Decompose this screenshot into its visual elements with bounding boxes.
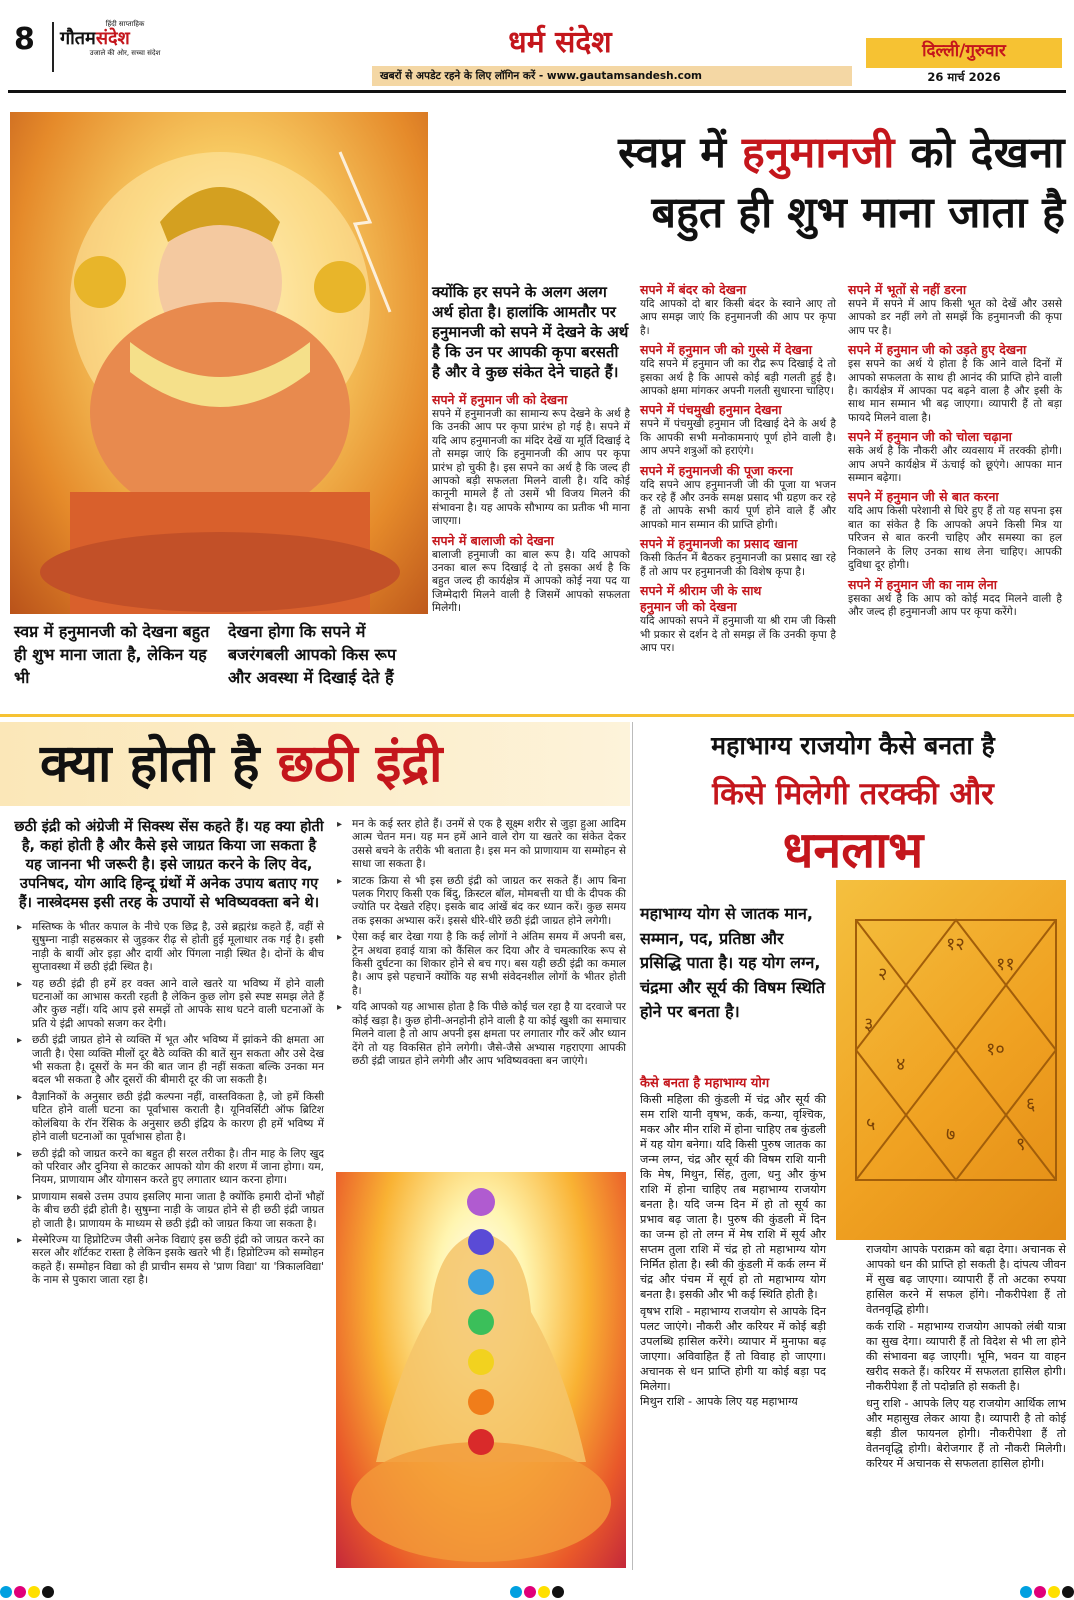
hanuman-image [10,112,428,614]
print-registration-marks [0,1586,1074,1600]
chakra-image [336,1172,626,1568]
kundli-house-number: ७ [946,1124,956,1145]
chakra-illustration [336,1172,626,1568]
kundli-chart [836,880,1066,1240]
kundli-house-number: ४ [896,1054,906,1075]
column-divider [632,722,633,1570]
rajyog-headline-2: धनलाभ [782,821,924,879]
hanuman-caption-right: देखना होगा कि सपने में बजरंगबली आपको किस रूप और अवस्था में दिखाई देते हैं [228,622,397,687]
kundli-house-number: ११ [996,954,1015,975]
edition: दिल्ली/गुरुवार [922,41,1006,61]
kundli-house-number: १२ [946,934,965,955]
header-divider [52,22,54,72]
hanuman-caption-left: स्वप्न में हनुमानजी को देखना बहुत ही शुभ माना जाता है, लेकिन यह भी [14,622,210,687]
kundli-house-number: १० [986,1039,1005,1060]
masthead-logo: हिंदी साप्ताहिक गौतमसंदेश उजाले की ओर, सच्चा संदेश [60,20,161,57]
rajyog-col-1: कैसे बनता है महाभाग्य योग किसी महिला की कुंडली में चंद्र और सूर्य की सम राशि यानी वृषभ, कर्क, कन्या, वृश्चिक, मकर और मीन राशि में होना चाहिए तब कुंडली में यह योग बनेगा। यदि किसी पुरुष जातक का जन्म लग्न, चंद्र और सूर्य की विषम राशि यानी कि मेष, मिथुन, सिंह, तुला, धनु और कुंभ राशि में होना चाहिए तब महाभाग्य राजयोग बनता है। यदि जन्म दिन में हो तो सूर्य का प्रभाव बढ़ जाता है। पुरुष की कुंडली में दिन का जन्म हो तो लग्न में मेष राशि में सूर्य और सप्तम तुला राशि में चंद्र हो तो महाभाग्य योग निर्मित होता है। स्त्री की कुंडली में कर्क लग्न में चंद्र और पंचम में सूर्य हो तो महाभाग्य योग बनता है। इसकी और भी कई स्थिति होती है। वृषभ राशि - महाभाग्य राजयोग से आपके दिन पलट जाएंगे। नौकरी और करियर में कोई बड़ी उपलब्धि हासिल करेंगे। व्यापार में मुनाफा बढ़ जाएगा। अविवाहित हैं तो विवाह हो जाएगा। अचानक से धन प्राप्ति होगी या कोई बड़ा पद मिलेगा। मिथुन राशि - आपके लिए यह महाभाग्य [640,1076,826,1408]
kundli-image [836,880,1066,1240]
tagline: खबरों से अपडेट रहने के लिए लॉगिन करें - www.gautamsandesh.com [380,70,702,82]
rajyog-headline-1: किसे मिलेगी तरक्की और [712,776,994,812]
sixth-sense-headline: क्या होती है छठी इंद्री [40,734,443,794]
sixth-sense-col-1: छठी इंद्री को अंग्रेजी में सिक्स्थ सेंस कहते हैं। यह क्या होती है, कहां होती है और कैसे इसे जाग्रत किया जा सकता है यह जानना भी जरूरी है। इसे जाग्रत करने के लिए वेद, उपनिषद, योग आदि हिन्दू ग्रंथों में अनेक उपाय बताए गए हैं। नास्त्रेदमस इसी तरह के उपायों से भविष्यवक्ता बने थे। ▸ मस्तिष्क के भीतर कपाल के नीचे एक छिद्र है, उसे ब्रह्मरंध्र कहते हैं, वहीं से सुषुम्ना नाड़ी सहस्रकार से जुड़कर रीढ़ से होती हुई मूलाधार तक गई है। इसी नाड़ी के बायीं ओर इड़ा और दायीं ओर पिंगला नाड़ी स्थित है। दोनों के बीच सुप्तावस्था में छठी इंद्री स्थित है। ▸ यह छठी इंद्री ही हमें हर वक्त आने वाले खतरे या भविष्य में होने वाली घटनाओं का आभास करती रहती है लेकिन कुछ लोग इसे स्पष्ट समझ लेते हैं और कुछ नहीं। यदि आप इसे समझें तो आपके साथ घटने वाली घटनाओं के प्रति ये इंद्री आपको सजग कर देगी। ▸ छठी इंद्री जाग्रत होने से व्यक्ति में भूत और भविष्य में झांकने की क्षमता आ जाती है। ऐसा व्यक्ति मीलों दूर बैठे व्यक्ति की बातें सुन सकता और उसे देख भी सकता है। दूसरों के मन की बात जान ही नहीं सकता बल्कि उनका मन बदल भी सकता है और दूसरों की बीमारी दूर की जा सकती है। ▸ वैज्ञानिकों के अनुसार छठी इंद्री कल्पना नहीं, वास्तविकता है, जो हमें किसी घटित होने वाली घटना का पूर्वाभास कराती है। यूनिवर्सिटी ऑफ ब्रिटिश कोलंबिया के रॉन रेंसिक के अनुसार छठी इंद्रिय के कारण ही हमें भविष्य में होने वाली घटनाओं का पूर्वाभास होता है। ▸ छठी इंद्री को जाग्रत करने का बहुत ही सरल तरीका है। तीन माह के लिए खुद को परिवार और दुनिया से काटकर आपको योग की शरण में जाना होगा। यम, नियम, प्राणायाम और योगासन करते हुए लगातार ध्यान करना होगा। ▸ प्राणायाम सबसे उत्तम उपाय इसलिए माना जाता है क्योंकि हमारी दोनों भौहों के बीच छठी इंद्री होती है। सुषुम्ना नाड़ी के जाग्रत होने से ही छठी इंद्री जाग्रत हो जाती है। प्राणायम के माध्यम से छठी इंद्री को जाग्रत किया जा सकता है। ▸ मेस्मेरिज्म या हिप्नोटिज्म जैसी अनेक विद्याएं इस छठी इंद्री को जाग्रत करने का सरल और शॉर्टकट रास्ता है लेकिन इसके खतरे भी हैं। हिप्नोटिज्म को सम्मोहन कहते हैं। सम्मोहन विद्या को ही प्राचीन समय से 'प्राण विद्या' या 'त्रिकालविद्या' के नाम से पुकारा जाता रहा है। [14,818,324,1291]
hanuman-col-1: क्योंकि हर सपने के अलग अलग अर्थ होता है। हालांकि आमतौर पर हनुमानजी को सपने में देखने के अर्थ है कि उन पर आपकी कृपा बरसती है और वे कुछ संकेत देने चाहते हैं। सपने में हनुमान जी को देखना सपने में हनुमानजी का सामान्य रूप देखने के अर्थ है कि उनकी आप पर कृपा प्रारंभ हो गई है। सपने में यदि आप हनुमानजी का मंदिर देखें या मूर्ति दिखाई दे तो समझ जाएं कि हनुमानजी की आप पर कृपा प्रारंभ हो चुकी है। इस सपने का अर्थ है कि जल्द ही आपको बड़ी सफलता मिलने वाली है। यदि कोई कानूनी मामले हैं तो उसमें भी विजय मिलने की संभावना है। यह आपके सौभाग्य का प्रतीक भी माना जाएगा। सपने में बालाजी को देखना बालाजी हनुमाजी का बाल रूप है। यदि आपको उनका बाल रूप दिखाई दे तो इसका अर्थ है कि बहुत जल्द ही कार्यक्षेत्र में आपको कोई नया पद या जिम्मेदारी मिलने वाली है जिसमें आपको सफलता मिलेगी। [432,283,630,615]
issue-date: 26 मार्च 2026 [927,70,1001,84]
hanuman-col-2: सपने में बंदर को देखना यदि आपको दो बार किसी बंदर के स्वाने आए तो आप समझ जाएं कि हनुमानजी की आप पर कृपा है। सपने में हनुमान जी को गुस्से में देखना यदि सपने में हनुमान जी का रौद्र रूप दिखाई दे तो इसका अर्थ है कि आपसे कोई बड़ी गलती हुई है। आपको क्षमा मांगकर अपनी गलती सुधारना चाहिए। सपने में पंचमुखी हनुमान देखना सपने में पंचमुखी हनुमान जी दिखाई देने के अर्थ है कि आपकी सभी मनोकामनाएं पूर्ण होने वाली है। आप अपने शत्रुओं को हराएंगे। सपने में हनुमानजी की पूजा करना यदि सपने आप हनुमानजी जी की पूजा या भजन कर रहे हैं और उनके समक्ष प्रसाद भी ग्रहण कर रहे हैं तो आपके सभी कार्य पूर्ण होने वाले हैं और आपको मान सम्मान की प्राप्ति होगी। सपने में हनुमानजी का प्रसाद खाना किसी किर्तन में बैठकर हनुमानजी का प्रसाद खा रहे हैं तो आप पर हनुमानजी की विशेष कृपा है। सपने में श्रीराम जी के साथ हनुमान जी को देखना यदि आपको सपने में हनुमाजी या श्री राम जी किसी भी प्रकार से दर्शन दे तो समझ लें कि उनकी कृपा है आप पर। [640,282,836,654]
kundli-house-number: ९ [1016,1134,1026,1155]
section-divider [0,714,1074,717]
kundli-house-number: ६ [1026,1094,1036,1115]
rajyog-kicker: महाभाग्य राजयोग कैसे बनता है [711,731,995,760]
page-number: 8 [14,22,35,57]
section-title: धर्म संदेश [508,25,612,60]
hanuman-illustration [10,112,428,614]
hanuman-col-3: सपने में भूतों से नहीं डरना सपने में सपने में आप किसी भूत को देखें और उससे आपको डर नहीं लगे तो समझें कि हनुमानजी की कृपा आप पर है। सपने में हनुमान जी को उड़ते हुए देखना इस सपने का अर्थ ये होता है कि आने वाले दिनों में आपको सफलता के साथ ही आनंद की प्राप्ति होने वाली है। कार्यक्षेत्र में आपका पद बढ़ने वाला है और इसी के साथ मान सम्मान भी बढ़ जाएगा। व्यापारी हैं तो बड़ा फायदे मिलने वाला है। सपने में हनुमान जी को चोला चढ़ाना सके अर्थ है कि नौकरी और व्यवसाय में तरक्की होगी। आप अपने कार्यक्षेत्र में ऊंचाई को छूएंगे। आपका मान सम्मान बढ़ेगा। सपने में हनुमान जी से बात करना यदि आप किसी परेशानी से घिरे हुए हैं तो यह सपना इस बात का संकेत है कि आपको अपने किसी मित्र या परिजन से बात करनी चाहिए और समस्या का हल निकालने के लिए उनका साथ लेना चाहिए। आपकी दुविधा दूर होगी। सपने में हनुमान जी का नाम लेना इसका अर्थ है कि आप को कोई मदद मिलने वाली है और जल्द ही हनुमानजी आप पर कृपा करेंगे। [848,282,1062,618]
kundli-house-number: ५ [866,1114,876,1135]
hanuman-headline: स्वप्न में हनुमानजी को देखना बहुत ही शुभ माना जाता है [618,128,1065,238]
rajyog-intro: महाभाग्य योग से जातक मान, सम्मान, पद, प्रतिष्ठा और प्रसिद्धि पाता है। यह योग लग्न, चंद्रमा और सूर्य की विषम स्थिति होने पर बनता है। [640,904,826,1021]
rajyog-col-2: राजयोग आपके पराक्रम को बढ़ा देगा। अचानक से आपको धन की प्राप्ति हो सकती है। दांपत्य जीवन में सुख बढ़ जाएगा। व्यापारी हैं तो अटका रुपया हासिल करने में सफल होंगे। नौकरीपेशा हैं तो वेतनवृद्धि होगी। कर्क राशि - महाभाग्य राजयोग आपको लंबी यात्रा का सुख देगा। व्यापारी हैं तो विदेश से भी ला होने की संभावना बढ़ जाएगी। भूमि, भवन या वाहन खरीद सकते हैं। करियर में सफलता हासिल होगी। नौकरीपेशा हैं तो पदोन्नति हो सकती है। धनु राशि - आपके लिए यह राजयोग आर्थिक लाभ और महासुख लेकर आया है। व्यापारी है तो कोई बड़ी डील फायनल होगी। नौकरीपेशा हैं तो वेतनवृद्धि होगी। बेरोजगार हैं तो नौकरी मिलेगी। करियर में अचानक से सफलता हासिल होगी। [866,1243,1066,1470]
page-header [0,0,1074,94]
kundli-house-number: ३ [864,1014,874,1035]
sixth-sense-col-2: ▸ मन के कई स्तर होते हैं। उनमें से एक है सूक्ष्म शरीर से जुड़ा हुआ आदिम आत्म चेतन मन। यह मन हमें आने वाले रोग या खतरे का संकेत देकर उससे बचने के तरीके भी बताता है। इस मन को प्राणायाम या सम्मोहन से साधा जा सकता है। ▸ त्राटक क्रिया से भी इस छठी इंद्री को जाग्रत कर सकते हैं। आप बिना पलक गिराए किसी एक बिंदु, क्रिस्टल बॉल, मोमबत्ती या घी के दीपक की ज्योति पर देखते रहिए। इसके बाद आंखें बंद कर ध्यान करें। कुछ समय तक इसका अभ्यास करें। इससे धीरे-धीरे छठी इंद्री जाग्रत होने लगेगी। ▸ ऐसा कई बार देखा गया है कि कई लोगों ने अंतिम समय में अपनी बस, ट्रेन अथवा हवाई यात्रा को कैंसिल कर दिया और वे चमत्कारिक रूप से किसी दुर्घटना का शिकार होने से बच गए। बस यही छठी इंद्री का कमाल है। आप इसे पहचानें क्योंकि यह सभी संवेदनशील लोगों के भीतर होती है। ▸ यदि आपको यह आभास होता है कि पीछे कोई चल रहा है या दरवाजे पर कोई खड़ा है। कुछ होनी-अनहोनी होने वाली है या कोई खुशी का समाचार मिलने वाला है तो आप अपनी इस क्षमता पर लगातार गौर करें और ध्यान देंगे तो यह विकसित होने लगेगी। जैसे-जैसे अभ्यास गहराएगा आपकी छठी इंद्री जाग्रत होने लगेगी और आप भविष्यवक्ता बन जाएंगे। [334,818,626,1071]
header-rule [8,90,1066,93]
kundli-house-number: २ [878,964,888,985]
